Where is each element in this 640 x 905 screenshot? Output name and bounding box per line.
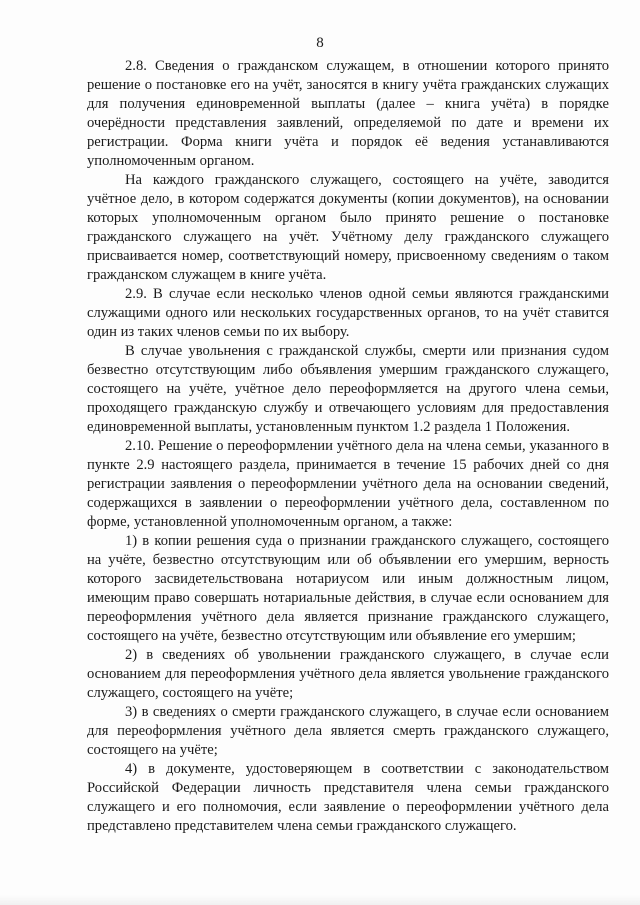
- list-item-1-court-decision: 1) в копии решения суда о признании гражданского служащего, состоящего на учёте, безвестно отсутствующим или об объявлении его умершим, верность которого засвидетельствована нотариусом или иным должностным лицом, имеющим право совершать нотариальные действия, в случае если основанием для переоформления учётного дела является признание гражданского служащего, состоящего на учёте, безвестно отсутствующим или объявление его умершим;: [87, 533, 609, 644]
- list-item-3-death-info: 3) в сведениях о смерти гражданского служащего, в случае если основанием для переоформления учётного дела является смерть гражданского служащего, состоящего на учёте;: [87, 704, 609, 758]
- list-item-4-representative-document: 4) в документе, удостоверяющем в соответствии с законодательством Российской Федерации личность представителя члена семьи гражданского служащего и его полномочия, если заявление о переоформлении учётного дела представлено представителем члена семьи гражданского служащего.: [87, 761, 609, 834]
- paragraph-2-9: 2.9. В случае если несколько членов одной семьи являются гражданскими служащими одного или нескольких государственных органов, то на учёт ставится один из таких членов семьи по их выбору.: [87, 286, 609, 340]
- paragraph-dismissal-reregistration: В случае увольнения с гражданской службы, смерти или признания судом безвестно отсутствующим либо объявления умершим гражданского служащего, состоящего на учёте, учётное дело переоформляется на другого члена семьи, проходящего гражданскую службу и отвечающего условиям для предоставления единовременной выплаты, установленным пунктом 1.2 раздела 1 Положения.: [87, 343, 609, 435]
- paragraph-2-10: 2.10. Решение о переоформлении учётного дела на члена семьи, указанного в пункте 2.9 настоящего раздела, принимается в течение 15 рабочих дней со дня регистрации заявления о переоформлении учётного дела на основании сведений, содержащихся в заявлении о переоформлении учётного дела, составленном по форме, установленной уполномоченным органом, а также:: [87, 438, 609, 530]
- list-item-2-dismissal-info: 2) в сведениях об увольнении гражданского служащего, в случае если основанием для переоформления учётного дела является увольнение гражданского служащего, состоящего на учёте;: [87, 647, 609, 701]
- paragraph-account-file: На каждого гражданского служащего, состоящего на учёте, заводится учётное дело, в котором содержатся документы (копии документов), на основании которых уполномоченным органом было принято решение о постановке гражданского служащего на учёт. Учётному делу гражданского служащего присваивается номер, соответствующий номеру, присвоенному сведениям о таком гражданском служащем в книге учёта.: [87, 172, 609, 283]
- paragraph-2-8: 2.8. Сведения о гражданском служащем, в отношении которого принято решение о постановке его на учёт, заносятся в книгу учёта гражданских служащих для получения единовременной выплаты (далее – книга учёта) в порядке очерёдности представления заявлений, определяемой по дате и времени их регистрации. Форма книги учёта и порядок её ведения устанавливаются уполномоченным органом.: [87, 58, 609, 169]
- page-number: 8: [316, 35, 324, 51]
- document-body: [87, 57, 609, 836]
- scan-bottom-edge: [0, 895, 640, 905]
